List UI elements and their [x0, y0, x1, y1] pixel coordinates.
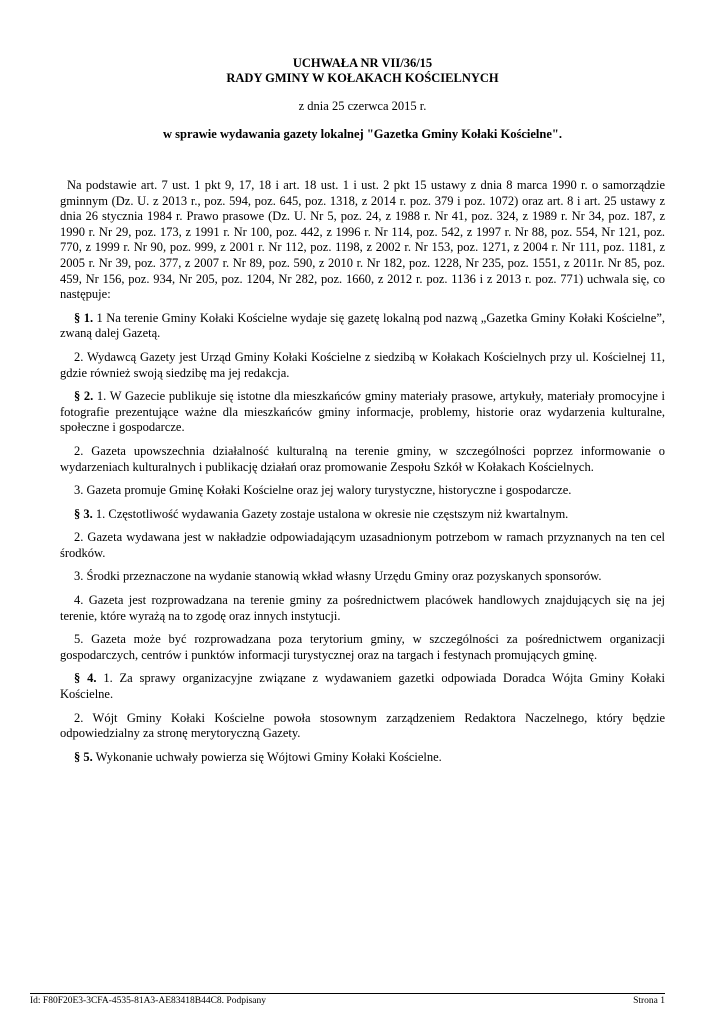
document-header	[60, 56, 665, 142]
paragraph-text: 1. Częstotliwość wydawania Gazety zostaje ustalona w okresie nie częstszym niż kwartalnym.	[92, 506, 569, 521]
paragraph-text: 2. Gazeta wydawana jest w nakładzie odpowiadającym uzasadnionym potrzebom w ramach przyznanych na ten cel środków.	[60, 530, 665, 560]
preamble: Na podstawie art. 7 ust. 1 pkt 9, 17, 18 i art. 18 ust. 1 i ust. 2 pkt 15 ustawy z dnia 8 marca 1990 r. o samorządzie gminnym (Dz. U. z 2013 r., poz. 594, poz. 645, poz. 1318, z 2014 r. poz. 379 i poz. 1072) oraz art. 8 i art. 25 ustawy z dnia 26 stycznia 1984 r. Prawo prasowe (Dz. U. Nr 5, poz. 24, z 1988 r. Nr 41, poz. 324, z 1989 r. Nr 34, poz. 187, z 1990 r. Nr 29, poz. 173, z 1991 r. Nr 100, poz. 442, z 1996 r. Nr 114, poz. 542, z 1997 r. Nr 88, poz. 554, Nr 121, poz. 770, z 1999 r. Nr 90, poz. 999, z 2001 r. Nr 112, poz. 1198, z 2002 r. Nr 153, poz. 1271, z 2004 r. Nr 111, poz. 1181, z 2005 r. Nr 39, poz. 377, z 2007 r. Nr 89, poz. 590, z 2010 r. Nr 182, poz. 1228, Nr 235, poz. 1551, z 2011r. Nr 85, poz. 459, Nr 156, poz. 934, Nr 205, poz. 1204, Nr 282, poz. 1660, z 2012 r. poz. 1136 i z 2013 r. poz. 771) uchwala się, co następuje:	[60, 178, 665, 302]
paragraph-text: 5. Gazeta może być rozprowadzana poza terytorium gminy, w szczególności za pośrednictwem organizacji gospodarczych, centrów i punktów informacji turystycznej oraz na targach i festynach promujących gminę.	[60, 632, 665, 662]
paragraph-text: 1. W Gazecie publikuje się istotne dla mieszkańców gminy materiały prasowe, artykuły, materiały promocyjne i fotografie prezentujące ważne dla mieszkańców gminy informacje, problemy, historie oraz wydarzenia kulturalne, społeczne i gospodarcze.	[60, 389, 665, 435]
resolution-date: z dnia 25 czerwca 2015 r.	[298, 99, 427, 113]
paragraph-1-2	[60, 350, 665, 381]
paragraph-text: 1. Za sprawy organizacyjne związane z wydawaniem gazetki odpowiada Doradca Wójta Gminy Kołaki Kościelne.	[60, 671, 665, 702]
paragraph-text: 3. Gazeta promuje Gminę Kołaki Kościelne oraz jej walory turystyczne, historyczne i gospodarcze.	[74, 483, 572, 498]
paragraph-3-5	[60, 632, 665, 663]
document-id: Id: F80F20E3-3CFA-4535-81A3-AE83418B44C8. Podpisany	[30, 996, 267, 1006]
paragraph-text: Wykonanie uchwały powierza się Wójtowi Gminy Kołaki Kościelne.	[92, 749, 442, 764]
paragraph-3-3	[60, 569, 665, 585]
paragraph-text: 2. Wydawcą Gazety jest Urząd Gminy Kołaki Kościelne z siedzibą w Kołakach Kościelnych przy ul. Kościelnej 11, gdzie również swoją siedzibę ma jej redakcja.	[60, 349, 665, 380]
paragraph-4-1	[60, 671, 665, 702]
section-mark: § 4.	[74, 671, 97, 686]
paragraph-text: 1 Na terenie Gminy Kołaki Kościelne wydaje się gazetę lokalną pod nazwą „Gazetka Gminy Kołaki Kościelne”, zwaną dalej Gazetą.	[60, 310, 665, 341]
paragraph-2-1	[60, 389, 665, 436]
paragraph-text: 4. Gazeta jest rozprowadzana na terenie gminy za pośrednictwem placówek handlowych znajdujących się na jej terenie, które wyrażą na to zgodę oraz innych instytucji.	[60, 593, 665, 623]
document-body	[60, 178, 665, 773]
paragraph-text: 3. Środki przeznaczone na wydanie stanowią wkład własny Urzędu Gminy oraz pozyskanych sponsorów.	[74, 569, 602, 584]
paragraph-4-2	[60, 711, 665, 742]
paragraph-3-2	[60, 530, 665, 561]
resolution-number: UCHWAŁA NR VII/36/15	[292, 56, 433, 70]
paragraph-3-4	[60, 593, 665, 624]
paragraph-2-3	[60, 483, 665, 499]
page-number: Strona 1	[633, 996, 665, 1006]
paragraph-3-1	[60, 507, 665, 523]
footer-divider	[30, 993, 665, 994]
paragraph-text: 2. Gazeta upowszechnia działalność kulturalną na terenie gminy, w szczególności poprzez informowanie o wydarzeniach kulturalnych i publikację działań oraz promowanie Zespołu Szkół w Kołakach Kościelnych.	[60, 443, 665, 474]
resolution-subject: w sprawie wydawania gazety lokalnej "Gazetka Gminy Kołaki Kościelne".	[163, 127, 562, 141]
paragraph-text: 2. Wójt Gminy Kołaki Kościelne powoła stosownym zarządzeniem Redaktora Naczelnego, który będzie odpowiedzialny za stronę merytoryczną Gazety.	[60, 710, 665, 741]
section-mark: § 1.	[74, 310, 94, 325]
paragraph-2-2	[60, 444, 665, 475]
council-name: RADY GMINY W KOŁAKACH KOŚCIELNYCH	[226, 71, 499, 85]
paragraph-5	[60, 750, 665, 766]
section-mark: § 3.	[74, 506, 93, 521]
section-mark: § 2.	[74, 389, 94, 404]
section-mark: § 5.	[74, 749, 93, 764]
paragraph-1-1	[60, 311, 665, 342]
